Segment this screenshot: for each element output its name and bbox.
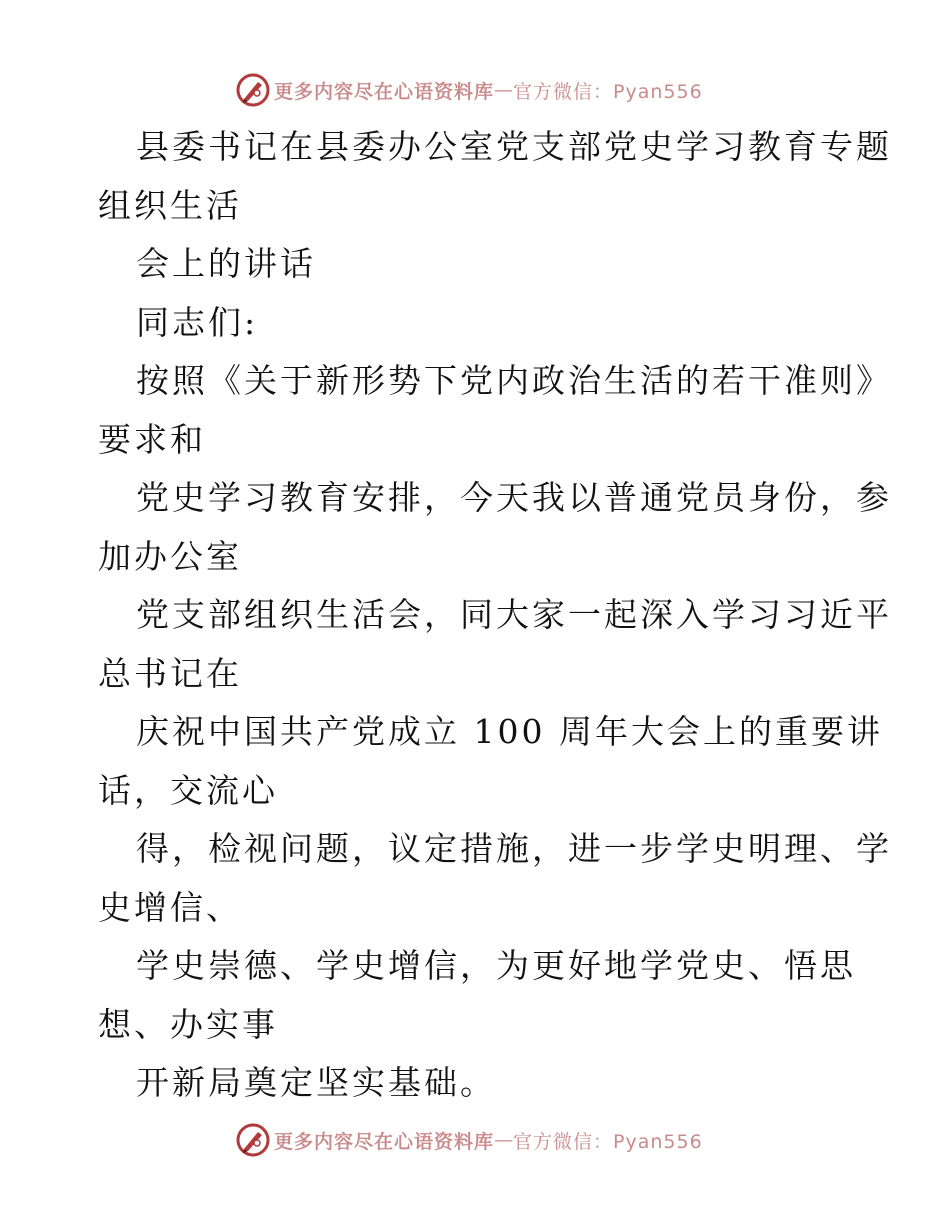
watermark-dash: — [494, 1129, 514, 1151]
text-line: 庆祝中国共产党成立 100 周年大会上的重要讲 [136, 712, 883, 751]
text-line: 话，交流心 [98, 770, 278, 810]
footer-watermark [236, 1122, 756, 1158]
speech-body [98, 118, 892, 1113]
text-line: 总书记在 [98, 653, 242, 693]
text-line: 党史学习教育安排，今天我以普通党员身份，参 [136, 478, 892, 517]
text-line: 得，检视问题，议定措施，进一步学史明理、学 [136, 829, 892, 868]
header-watermark [236, 72, 756, 108]
text-line: 党支部组织生活会，同大家一起深入学习习近平 [136, 595, 892, 634]
text-line: 县委书记在县委办公室党支部党史学习教育专题 [136, 127, 892, 166]
text-line: 想、办实事 [98, 1004, 278, 1044]
text-line: 学史崇德、学史增信，为更好地学党史、悟思 [136, 946, 856, 985]
watermark-wechat-text: 官方微信：Pyan556 [513, 1130, 703, 1153]
watermark-main-text: 更多内容尽在心语资料库 [274, 80, 495, 103]
text-line: 史增信、 [98, 887, 242, 927]
text-line: 按照《关于新形势下党内政治生活的若干准则》 [136, 361, 892, 400]
text-line: 加办公室 [98, 536, 242, 576]
pen-logo-icon [236, 73, 270, 107]
text-line: 同志们: [136, 302, 259, 342]
text-line: 组织生活 [98, 185, 242, 225]
watermark-wechat-text: 官方微信：Pyan556 [513, 80, 703, 103]
text-line: 开新局奠定坚实基础。 [136, 1063, 496, 1102]
pen-logo-icon [236, 1123, 270, 1157]
watermark-main-text: 更多内容尽在心语资料库 [274, 1130, 495, 1153]
watermark-dash: — [494, 79, 514, 101]
text-line: 要求和 [98, 419, 206, 459]
text-line: 会上的讲话 [136, 244, 316, 283]
